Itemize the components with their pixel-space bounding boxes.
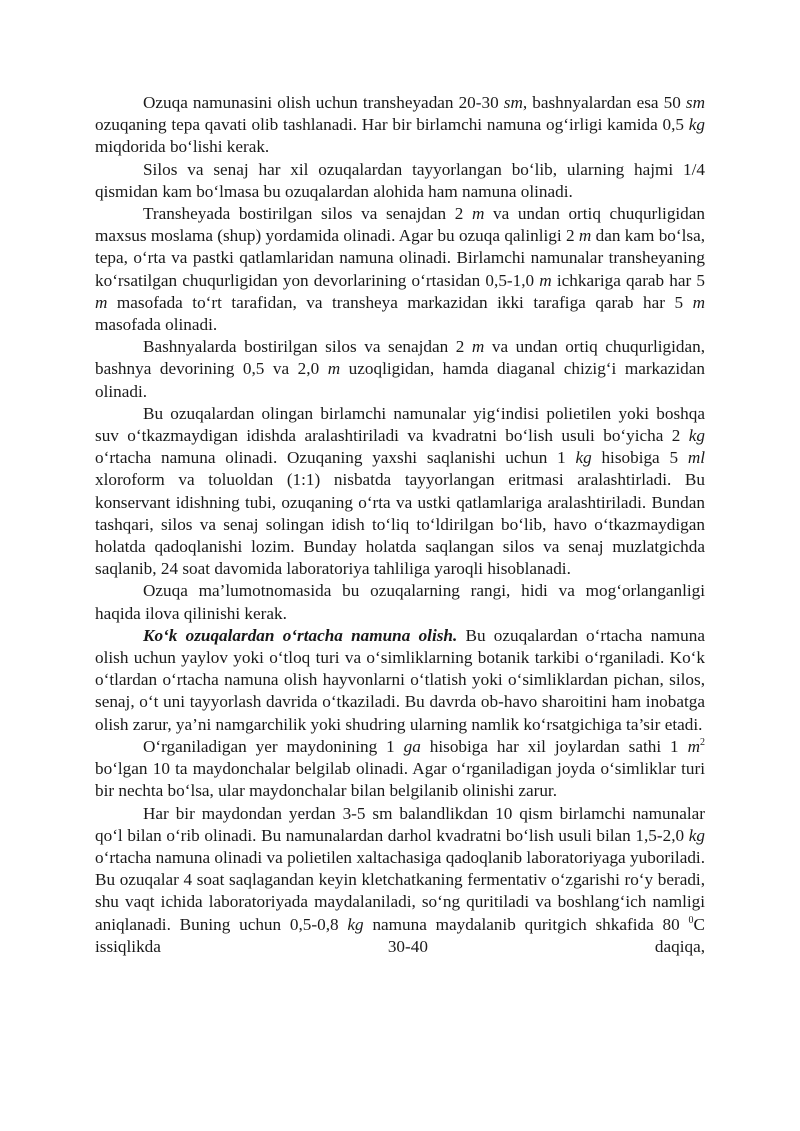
- unit-text: ml: [687, 448, 705, 468]
- text-run: , bashnyalardan esa 50: [522, 93, 686, 112]
- text-run: ozuqaning tepa qavati olib tashlanadi. Har bir birlamchi namuna og‘irligi kamida 0,5: [95, 115, 689, 135]
- superscript: 2: [700, 736, 705, 748]
- text-run: dan kam bo‘lsa, tepa, o‘rta va pastki qatlamlaridan namuna olinadi. Birlamchi namunalar transheyaning ko‘rsatilgan chuqurligidan yon devorlarining o‘rtasidan 0,5-1,0: [95, 226, 705, 290]
- text-run: xloroform va toluoldan (1:1) nisbatda tayyorlangan eritmasi aralashtirladi. Bu konservant idishning tubi, ozuqaning o‘rta va ustki qatlamlariga aralashtiriladi. Bundan tashqari, silos va senaj solingan idish to‘liq to‘ldirilgan bo‘lib, havo o‘tkazmaydigan holatda qadoqlanishi lozim. Bunday holatda saqlangan silos va senaj muzlatgichda saqlanib, 24 soat davomida laboratoriya tahliliga yaroqli hisoblanadi.: [95, 470, 705, 579]
- document-page: [95, 92, 705, 958]
- text-run: Bashnyalarda bostirilgan silos va senajdan 2: [143, 337, 472, 357]
- body-paragraph: [95, 580, 705, 624]
- unit-text: sm: [503, 93, 523, 112]
- text-run: Bu ozuqalardan o‘rtacha namuna olish uchun yaylov yoki o‘tloq turi va o‘simliklarning botanik tarkibi o‘rganiladi. Ko‘k o‘tlardan o‘rtacha namuna olish hayvonlarni o‘tlatish yoki o‘simliklardan pichan, silos, senaj, o‘t uni tayyorlash davrida o‘tkaziladi. Bu davrda ob-havo sharoitini ham inobatga olish zarur, ya’ni namgarchilik yoki shudring ularning namlik ko‘rsatgichiga ta’sir etadi.: [95, 625, 705, 734]
- section-heading: Ko‘k ozuqalardan o‘rtacha namuna olish.: [143, 625, 458, 645]
- text-run: Har bir maydondan yerdan 3-5 sm balandlikdan 10 qism birlamchi namunalar qo‘l bilan o‘rib olinadi. Bu namunalardan darhol kvadratni bo‘lish usuli bilan 1,5-2,0: [95, 803, 705, 845]
- text-run: Silos va senaj har xil ozuqalardan tayyorlangan bo‘lib, ularning hajmi 1/4 qismidan kam bo‘lmasa bu ozuqalardan alohida ham namuna olinadi.: [95, 159, 705, 201]
- body-paragraph: [95, 92, 705, 159]
- text-run: Ozuqa ma’lumotnomasida bu ozuqalarning rangi, hidi va mog‘orlanganligi haqida ilova qilinishi kerak.: [95, 581, 705, 623]
- text-run: namuna maydalanib quritgich shkafida 80: [363, 914, 689, 934]
- unit-text: m: [687, 736, 700, 756]
- unit-text: m: [578, 226, 592, 246]
- text-run: miqdorida bo‘lishi kerak.: [95, 137, 270, 157]
- unit-text: kg: [688, 426, 705, 446]
- unit-text: m: [692, 292, 705, 312]
- unit-text: ga: [403, 736, 421, 756]
- text-run: uzoqligidan, hamda diaganal chizig‘i markazidan olinadi.: [95, 359, 705, 401]
- body-paragraph: [95, 803, 705, 958]
- unit-text: kg: [575, 448, 592, 468]
- unit-text: m: [539, 270, 552, 290]
- text-run: hisobiga 5: [591, 448, 688, 468]
- text-run: Ozuqa namunasini olish uchun transheyadan 20-30: [143, 93, 504, 112]
- unit-text: m: [327, 359, 341, 379]
- superscript: 0: [688, 914, 694, 926]
- text-run: va undan ortiq chuqurligidan maxsus moslama (shup) yordamida olinadi. Agar bu ozuqa qalinligi 2: [95, 204, 706, 246]
- unit-text: kg: [688, 825, 705, 845]
- text-run: o‘rtacha namuna olinadi. Ozuqaning yaxshi saqlanishi uchun 1: [95, 448, 576, 468]
- text-run: Transheyada bostirilgan silos va senajdan 2: [143, 204, 472, 224]
- unit-text: kg: [688, 115, 705, 135]
- unit-text: m: [471, 204, 485, 224]
- body-paragraph: [95, 336, 705, 403]
- body-paragraph: [95, 159, 705, 203]
- text-run: O‘rganiladigan yer maydonining 1: [143, 736, 404, 756]
- text-run: hisobiga har xil joylardan sathi 1: [420, 736, 688, 756]
- body-paragraph: [95, 203, 705, 336]
- unit-text: sm: [685, 93, 705, 112]
- text-run: Bu ozuqalardan olingan birlamchi namunalar yig‘indisi polietilen yoki boshqa suv o‘tkazmaydigan idishda aralashtiriladi va kvadratni bo‘lish usuli bo‘yicha 2: [95, 403, 705, 446]
- text-run: masofada olinadi.: [95, 315, 218, 335]
- text-run: bo‘lgan 10 ta maydonchalar belgilab olinadi. Agar o‘rganiladigan joyda o‘simliklar turi bir nechta bo‘lsa, ular maydonchalar bilan belgilanib olinishi zarur.: [95, 759, 705, 801]
- text-run: C issiqlikda 30-40 daqiqa,: [95, 914, 705, 956]
- unit-text: m: [95, 292, 108, 312]
- body-paragraph: [95, 625, 705, 736]
- body-paragraph: [95, 736, 705, 803]
- text-run: masofada to‘rt tarafidan, va transheya markazidan ikki tarafiga qarab har 5: [107, 292, 693, 312]
- text-run: o‘rtacha namuna olinadi va polietilen xaltachasiga qadoqlanib laboratoriyaga yuboriladi. Bu ozuqalar 4 soat saqlagandan keyin kletchatkaning fermentativ o‘zgarishi ro‘y beradi, shu vaqt ichida laboratoriyada maydalaniladi, so‘ng quritiladi va boshlang‘ich namligi aniqlanadi. Buning uchun 0,5-0,8: [95, 847, 705, 934]
- text-run: va undan ortiq chuqurligidan, bashnya devorining 0,5 va 2,0: [95, 337, 705, 379]
- unit-text: m: [471, 337, 485, 357]
- text-run: ichkariga qarab har 5: [551, 270, 705, 290]
- body-paragraph: [95, 403, 705, 581]
- unit-text: kg: [347, 914, 364, 934]
